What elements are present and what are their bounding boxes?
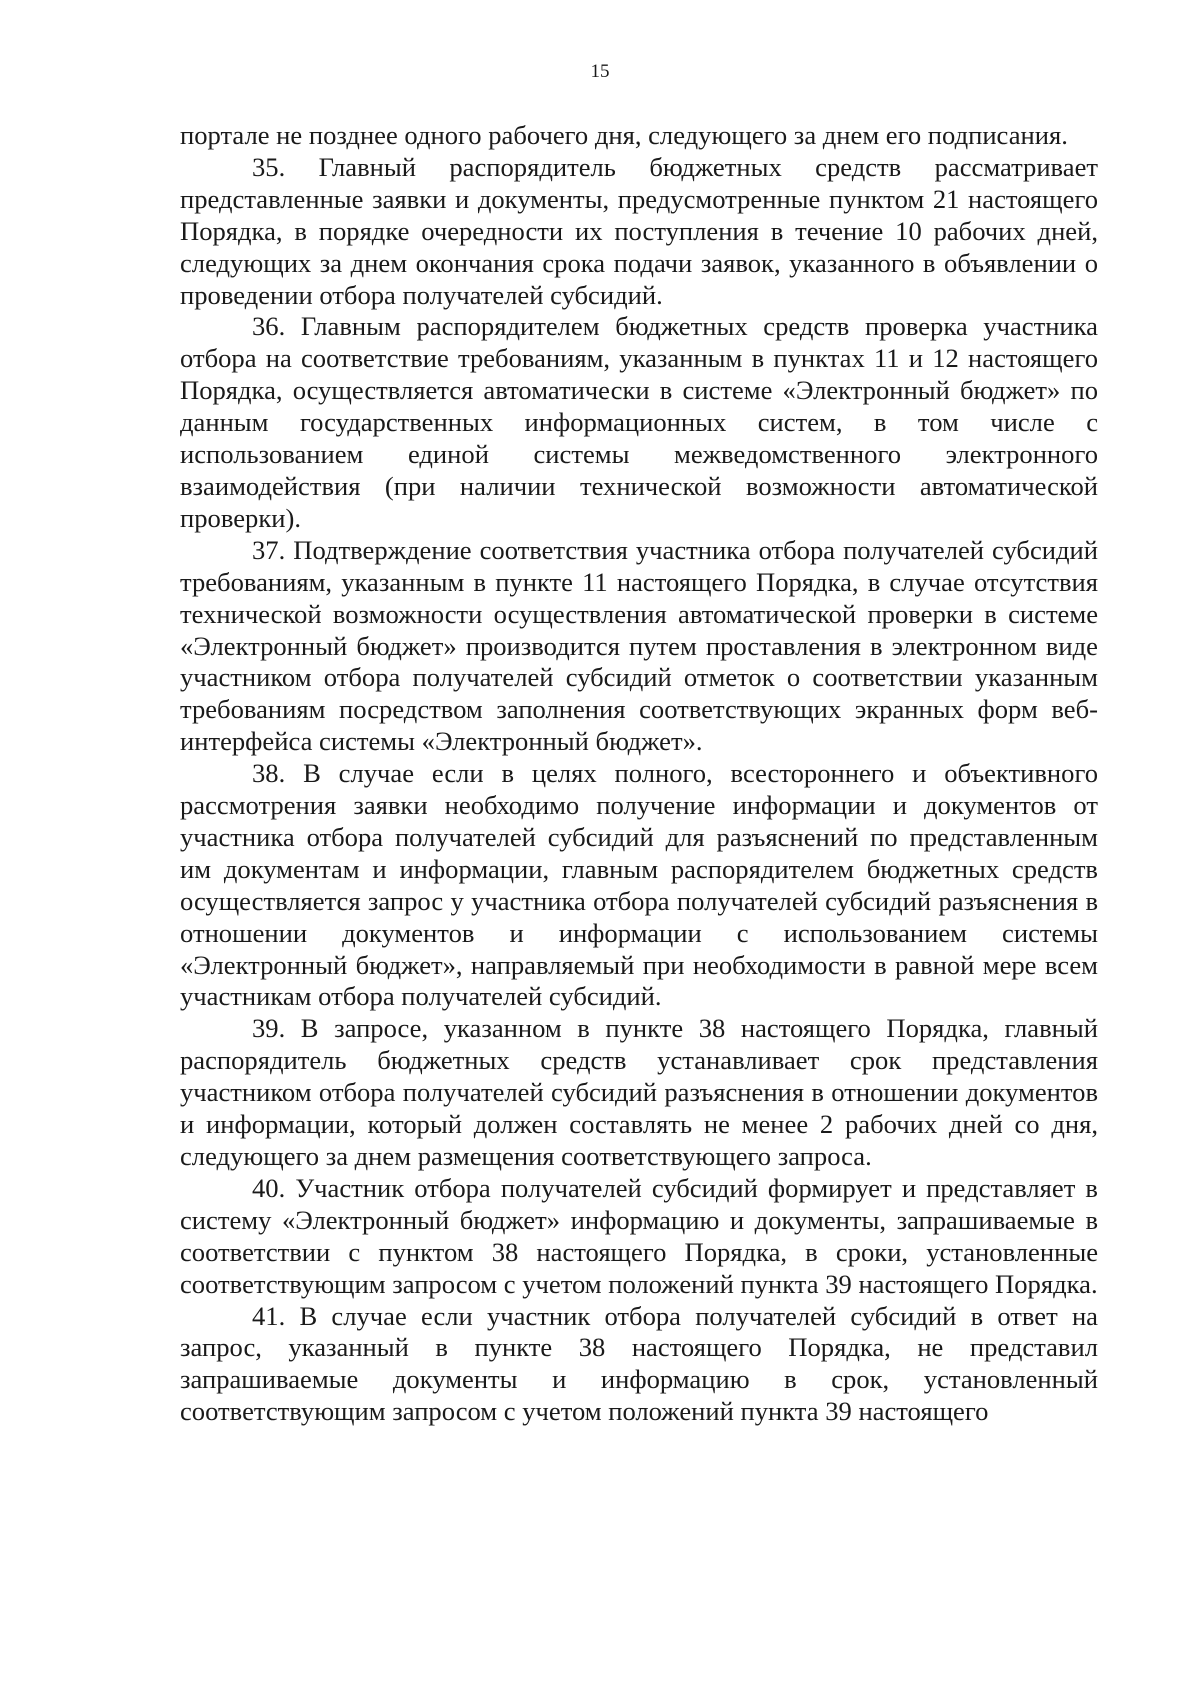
paragraph-item-36: 36. Главным распорядителем бюджетных средств проверка участника отбора на соответствие требованиям, указанным в пунктах 11 и 12 настоящего Порядка, осуществляется автоматически в системе «Электронный бюджет» по данным государственных информационных систем, в том числе с использованием единой системы межведомственного электронного взаимодействия (при наличии технической возможности автоматической проверки). <box>180 311 1098 533</box>
page-number: 15 <box>590 61 610 82</box>
paragraph-item-38: 38. В случае если в целях полного, всестороннего и объективного рассмотрения заявки необходимо получение информации и документов от участника отбора получателей субсидий для разъяснений по представленным им документам и информации, главным распорядителем бюджетных средств осуществляется запрос у участника отбора получателей субсидий разъяснения в отношении документов и информации с использованием системы «Электронный бюджет», направляемый при необходимости в равной мере всем участникам отбора получателей субсидий. <box>180 758 1098 1012</box>
paragraph-continuation: портале не позднее одного рабочего дня, следующего за днем его подписания. <box>180 120 1068 150</box>
paragraph-item-39: 39. В запросе, указанном в пункте 38 настоящего Порядка, главный распорядитель бюджетных средств устанавливает срок представления участником отбора получателей субсидий разъяснения в отношении документов и информации, который должен составлять не менее 2 рабочих дней со дня, следующего за днем размещения соответствующего запроса. <box>180 1013 1098 1171</box>
paragraph-item-41: 41. В случае если участник отбора получателей субсидий в ответ на запрос, указанный в пункте 38 настоящего Порядка, не представил запрашиваемые документы и информацию в срок, установленный соответствующим запросом с учетом положений пункта 39 настоящего <box>180 1300 1098 1427</box>
document-body <box>180 120 1098 1428</box>
paragraph-item-37: 37. Подтверждение соответствия участника отбора получателей субсидий требованиям, указанным в пункте 11 настоящего Порядка, в случае отсутствия технической возможности осуществления автоматической проверки в системе «Электронный бюджет» производится путем проставления в электронном виде участником отбора получателей субсидий отметок о соответствии указанным требованиям посредством заполнения соответствующих экранных форм веб-интерфейса системы «Электронный бюджет». <box>180 534 1098 757</box>
paragraph-item-40: 40. Участник отбора получателей субсидий формирует и представляет в систему «Электронный бюджет» информацию и документы, запрашиваемые в соответствии с пунктом 38 настоящего Порядка, в сроки, установленные соответствующим запросом с учетом положений пункта 39 настоящего Порядка. <box>180 1172 1098 1299</box>
paragraph-item-35: 35. Главный распорядитель бюджетных средств рассматривает представленные заявки и документы, предусмотренные пунктом 21 настоящего Порядка, в порядке очередности их поступления в течение 10 рабочих дней, следующих за днем окончания срока подачи заявок, указанного в объявлении о проведении отбора получателей субсидий. <box>180 151 1098 310</box>
